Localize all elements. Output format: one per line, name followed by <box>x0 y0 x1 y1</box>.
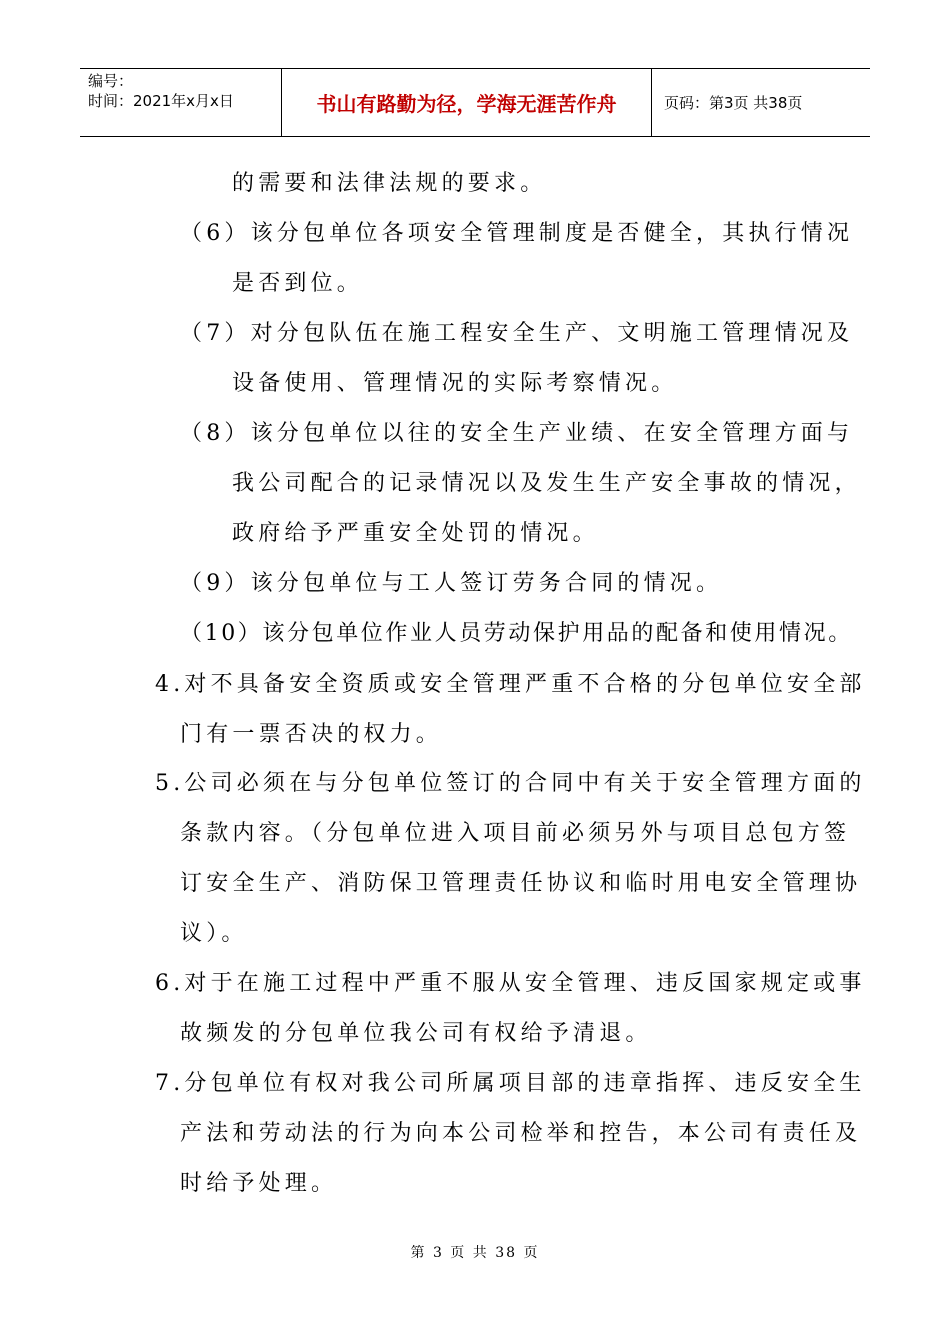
body-line: （10）该分包单位作业人员劳动保护用品的配备和使用情况。 <box>180 621 853 646</box>
body-line: 6.对于在施工过程中严重不服从安全管理、违反国家规定或事 <box>155 971 866 996</box>
body-line: 我公司配合的记录情况以及发生生产安全事故的情况， <box>232 471 861 496</box>
body-line: （7）对分包队伍在施工程安全生产、文明施工管理情况及 <box>180 321 854 346</box>
body-line: 产法和劳动法的行为向本公司检举和控告，本公司有责任及 <box>180 1121 862 1146</box>
header-table <box>80 68 870 137</box>
body-line: 政府给予严重安全处罚的情况。 <box>232 521 599 546</box>
body-line: 设备使用、管理情况的实际考察情况。 <box>232 371 678 396</box>
body-line: 4.对不具备安全资质或安全管理严重不合格的分包单位安全部 <box>155 672 866 697</box>
body-line: 门有一票否决的权力。 <box>180 722 443 747</box>
body-line: 5.公司必须在与分包单位签订的合同中有关于安全管理方面的 <box>155 771 866 796</box>
body-line: （8）该分包单位以往的安全生产业绩、在安全管理方面与 <box>180 421 854 446</box>
body-line: （6）该分包单位各项安全管理制度是否健全，其执行情况 <box>180 221 854 246</box>
header-meta-cell <box>80 69 282 136</box>
body-line: 时给予处理。 <box>180 1171 338 1196</box>
body-line: 7.分包单位有权对我公司所属项目部的违章指挥、违反安全生 <box>155 1071 866 1096</box>
body-line: 的需要和法律法规的要求。 <box>232 171 547 196</box>
body-line: 故频发的分包单位我公司有权给予清退。 <box>180 1021 652 1046</box>
body-line: 议）。 <box>180 921 248 946</box>
body-line: 订安全生产、消防保卫管理责任协议和临时用电安全管理协 <box>180 871 862 896</box>
document-date: 时间：2021年x月x日 <box>88 92 234 110</box>
body-line: 条款内容。（分包单位进入项目前必须另外与项目总包方签 <box>180 821 851 846</box>
body-line: 是否到位。 <box>232 271 364 296</box>
header-page-code: 页码：第3页 共38页 <box>664 94 803 112</box>
page-footer: 第 3 页 共 38 页 <box>410 1245 540 1261</box>
header-motto: 书山有路勤为径，学海无涯苦作舟 <box>282 69 652 136</box>
body-line: （9）该分包单位与工人签订劳务合同的情况。 <box>180 571 723 596</box>
document-number-label: 编号： <box>88 72 134 90</box>
